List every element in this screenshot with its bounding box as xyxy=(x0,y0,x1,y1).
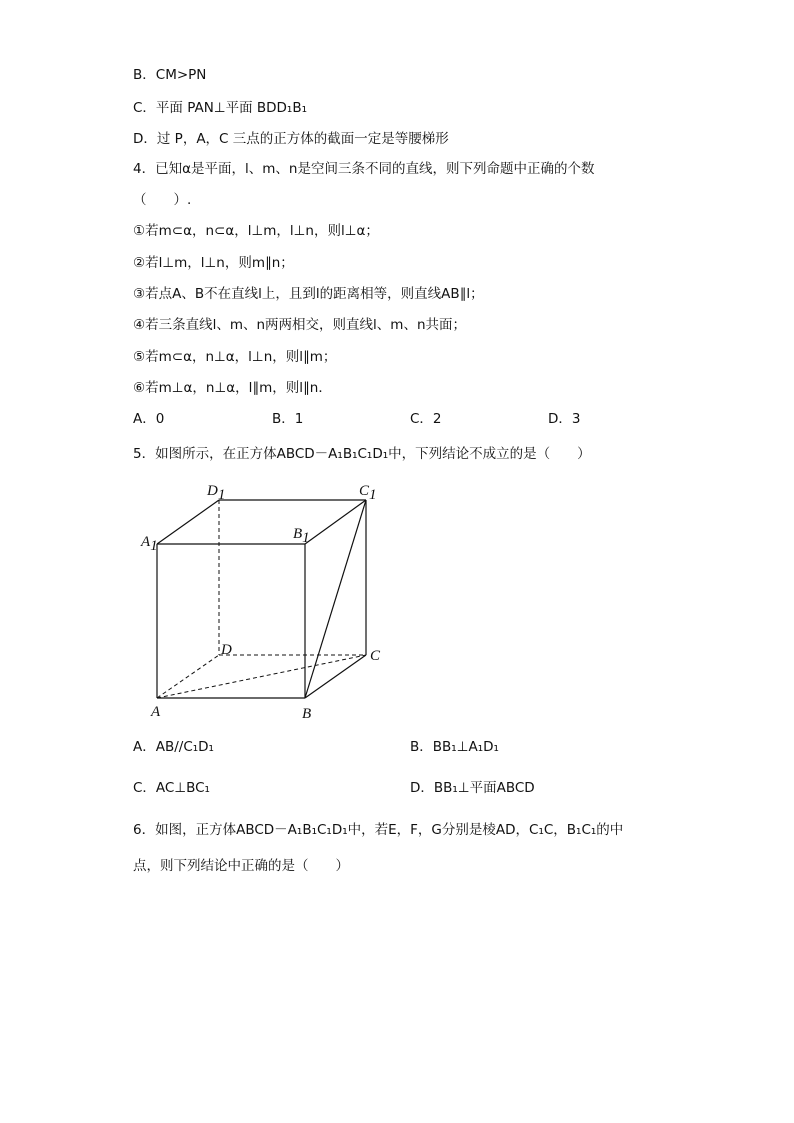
q4-statement-6: ⑥若m⊥α，n⊥α，l∥m，则l∥n． xyxy=(133,380,332,396)
q4-statement-5: ⑤若m⊂α，n⊥α，l⊥n，则l∥m； xyxy=(133,349,337,365)
cube-figure xyxy=(135,478,395,723)
label-b: B xyxy=(302,706,312,722)
q4-option-a: A．0 xyxy=(133,411,165,427)
label-b1: B1 xyxy=(293,526,310,546)
q4-option-c: C．2 xyxy=(410,411,442,427)
q6-stem-cont: 点，则下列结论中正确的是（ ） xyxy=(133,858,349,874)
q3-option-c: C．平面 PAN⊥平面 BDD₁B₁ xyxy=(133,100,308,116)
edge-b1c1 xyxy=(305,500,366,544)
q4-option-d: D．3 xyxy=(548,411,581,427)
q5-option-d: D．BB₁⊥平面ABCD xyxy=(410,780,535,796)
label-c1: C1 xyxy=(359,483,377,503)
label-a1: A1 xyxy=(141,534,158,554)
q4-stem-bracket: （ ）. xyxy=(133,192,192,208)
q4-option-b: B．1 xyxy=(272,411,304,427)
label-d: D xyxy=(221,642,232,658)
q5-option-b: B．BB₁⊥A₁D₁ xyxy=(410,739,499,755)
q4-statement-2: ②若l⊥m，l⊥n，则m∥n； xyxy=(133,255,294,271)
q5-option-a: A．AB//C₁D₁ xyxy=(133,739,214,755)
q3-option-d: D．过 P，A，C 三点的正方体的截面一定是等腰梯形 xyxy=(133,131,449,147)
q5-stem: 5．如图所示，在正方体ABCD－A₁B₁C₁D₁中，下列结论不成立的是（ ） xyxy=(133,446,591,462)
q5-option-c: C．AC⊥BC₁ xyxy=(133,780,210,796)
q4-stem: 4．已知α是平面，l、m、n是空间三条不同的直线，则下列命题中正确的个数 xyxy=(133,161,595,177)
q3-option-b: B．CM>PN xyxy=(133,67,207,83)
label-a: A xyxy=(151,704,161,720)
label-c: C xyxy=(370,648,381,664)
q4-statement-3: ③若点A、B不在直线l上，且到l的距离相等，则直线AB∥l； xyxy=(133,286,484,302)
edge-a1d1 xyxy=(157,500,219,544)
q4-statement-1: ①若m⊂α，n⊂α，l⊥m，l⊥n，则l⊥α； xyxy=(133,223,379,239)
diagonal-bc1 xyxy=(305,500,366,698)
q4-statement-4: ④若三条直线l、m、n两两相交，则直线l、m、n共面； xyxy=(133,317,467,333)
label-d1: D1 xyxy=(207,483,226,503)
q6-stem: 6．如图，正方体ABCD－A₁B₁C₁D₁中，若E，F，G分别是棱AD，C₁C，B₁C₁的中 xyxy=(133,822,624,838)
